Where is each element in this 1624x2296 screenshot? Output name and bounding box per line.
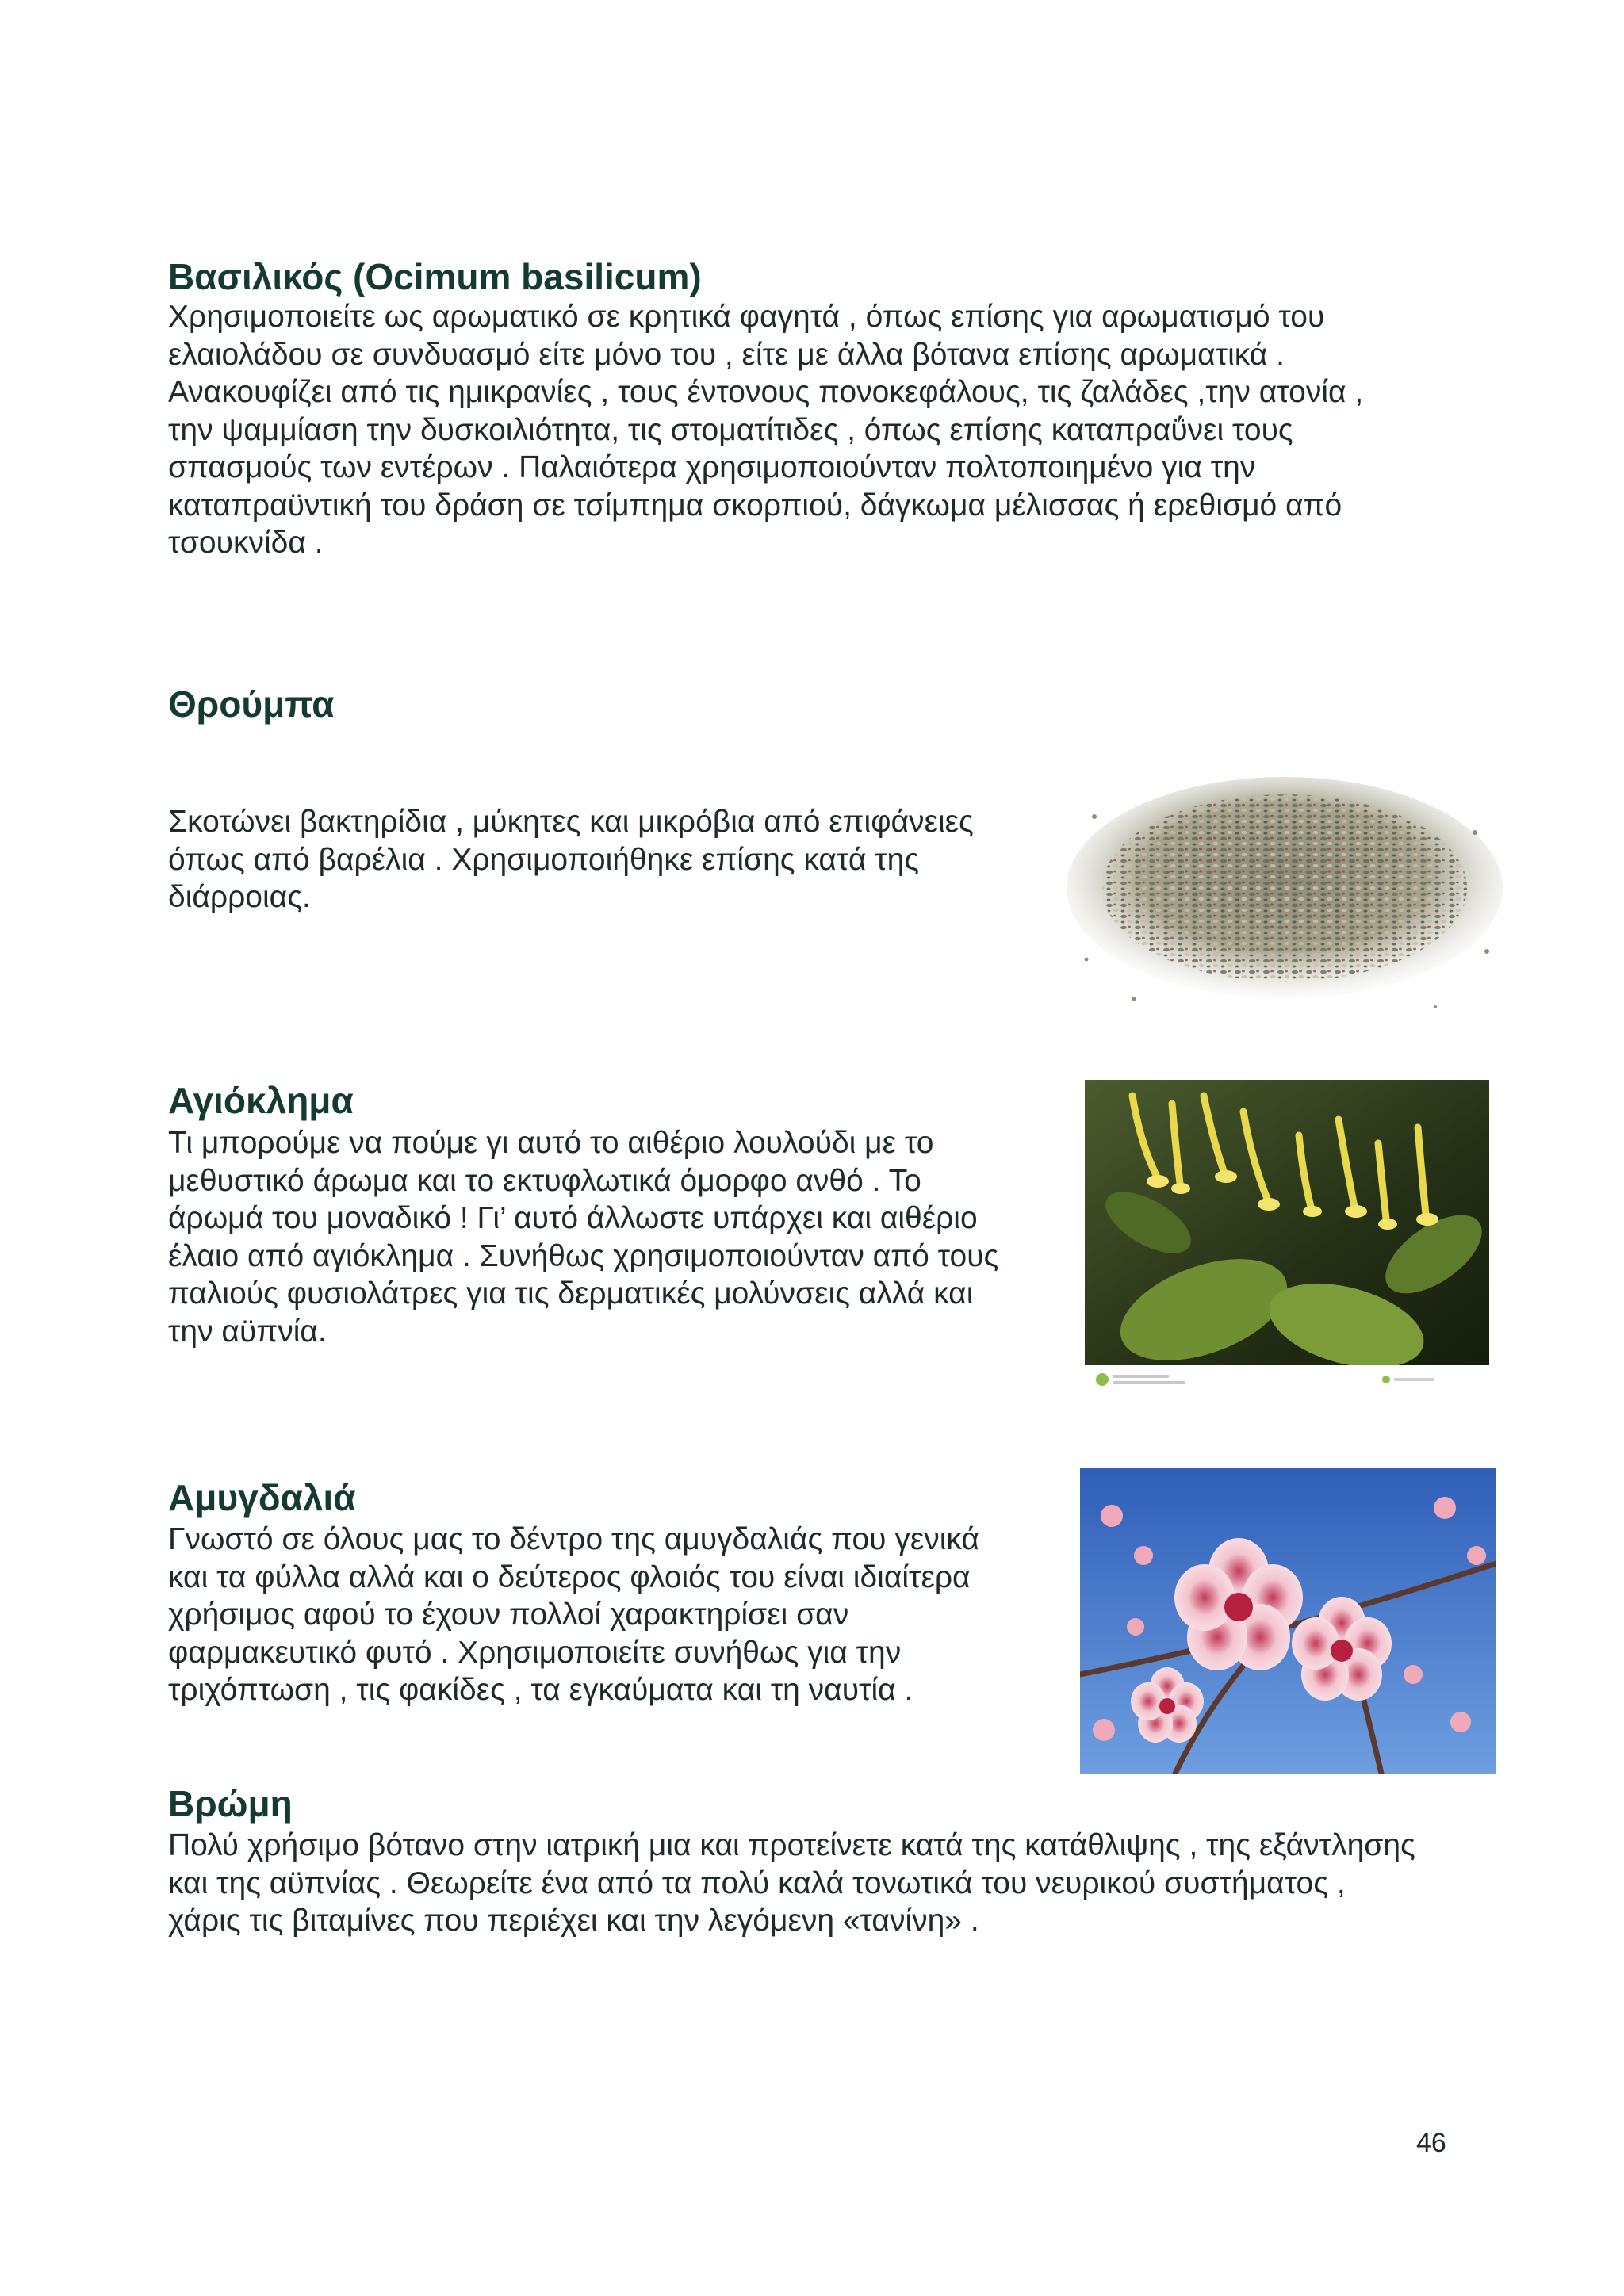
section-text-basil (168, 298, 1363, 562)
text-line: Τι μπορούμε να πούμε γι αυτό το αιθέριο λουλούδι με το (168, 1126, 934, 1160)
text-line: τριχόπτωση , τις φακίδες , τα εγκαύματα και τη ναυτία . (168, 1673, 914, 1707)
section-text-oats (168, 1827, 1415, 1940)
text-line: τσουκνίδα . (168, 526, 324, 560)
section-title-throumpa: Θρούμπα (168, 683, 335, 725)
text-line: σπασμούς των εντέρων . Παλαιότερα χρησιμοποιούνταν πολτοποιημένο για την (168, 450, 1256, 484)
text-line: ελαιολάδου σε συνδυασμό είτε μόνο του , είτε με άλλα βότανα επίσης αρωματικά . (168, 337, 1285, 372)
almond-blossom-photo (1080, 1468, 1496, 1774)
text-line: καταπραϋντική του δράση σε τσίμπημα σκορπιού, δάγκωμα μέλισσας ή ερεθισμό από (168, 488, 1342, 522)
section-text-throumpa (168, 803, 974, 916)
text-line: όπως από βαρέλια . Χρησιμοποιήθηκε επίσης κατά της (168, 842, 920, 877)
text-line: και τα φύλλα αλλά και ο δεύτερος φλοιός του είναι ιδιαίτερα (168, 1559, 971, 1594)
text-line: φαρμακευτικό φυτό . Χρησιμοποιείτε συνήθως για την (168, 1635, 902, 1670)
text-line: άρωμά του μοναδικό ! Γι’ αυτό άλλωστε υπάρχει και αιθέριο (168, 1201, 978, 1235)
section-text-honeysuckle (168, 1124, 998, 1350)
text-line: διάρροιας. (168, 880, 311, 914)
section-title-basil: Βασιλικός (Ocimum basilicum) (168, 256, 702, 297)
section-title-honeysuckle: Αγιόκλημα (168, 1080, 354, 1121)
section-title-oats: Βρώμη (168, 1783, 293, 1824)
honeysuckle-photo (1085, 1080, 1489, 1393)
text-line: Σκοτώνει βακτηρίδια , μύκητες και μικρόβια από επιφάνειες (168, 805, 974, 839)
section-title-almond: Αμυγδαλιά (168, 1477, 356, 1518)
text-line: την ψαμμίαση την δυσκοιλιότητα, τις στοματίτιδες , όπως επίσης καταπραΰνει τους (168, 412, 1293, 447)
text-line: και της αϋπνίας . Θεωρείτε ένα από τα πολύ καλά τονωτικά του νευρικού συστήματος , (168, 1866, 1346, 1900)
text-line: μεθυστικό άρωμα και το εκτυφλωτικά όμορφο ανθό . Το (168, 1163, 921, 1198)
text-line: χρήσιμος αφού το έχουν πολλοί χαρακτηρίσει σαν (168, 1598, 849, 1632)
text-line: παλιούς φυσιολάτρες για τις δερματικές μολύνσεις αλλά και (168, 1276, 974, 1311)
text-line: Ανακουφίζει από τις ημικρανίες , τους έντονους πονοκεφάλους, τις ζαλάδες ,την ατονία , (168, 375, 1364, 409)
section-text-almond (168, 1521, 979, 1709)
text-line: Γνωστό σε όλους μας το δέντρο της αμυγδαλιάς που γενικά (168, 1522, 979, 1556)
dried-herb-photo (1063, 769, 1507, 1027)
text-line: έλαιο από αγιόκλημα . Συνήθως χρησιμοποιούνταν από τους (168, 1238, 999, 1273)
text-line: Πολύ χρήσιμο βότανο στην ιατρική μια και προτείνετε κατά της κατάθλιψης , της εξάντλησης (168, 1828, 1415, 1862)
page-number: 46 (1416, 2128, 1446, 2158)
text-line: Χρησιμοποιείτε ως αρωματικό σε κρητικά φαγητά , όπως επίσης για αρωματισμό του (168, 300, 1325, 334)
text-line: την αϋπνία. (168, 1314, 327, 1349)
text-line: χάρις τις βιταμίνες που περιέχει και την λεγόμενη «τανίνη» . (168, 1904, 979, 1938)
